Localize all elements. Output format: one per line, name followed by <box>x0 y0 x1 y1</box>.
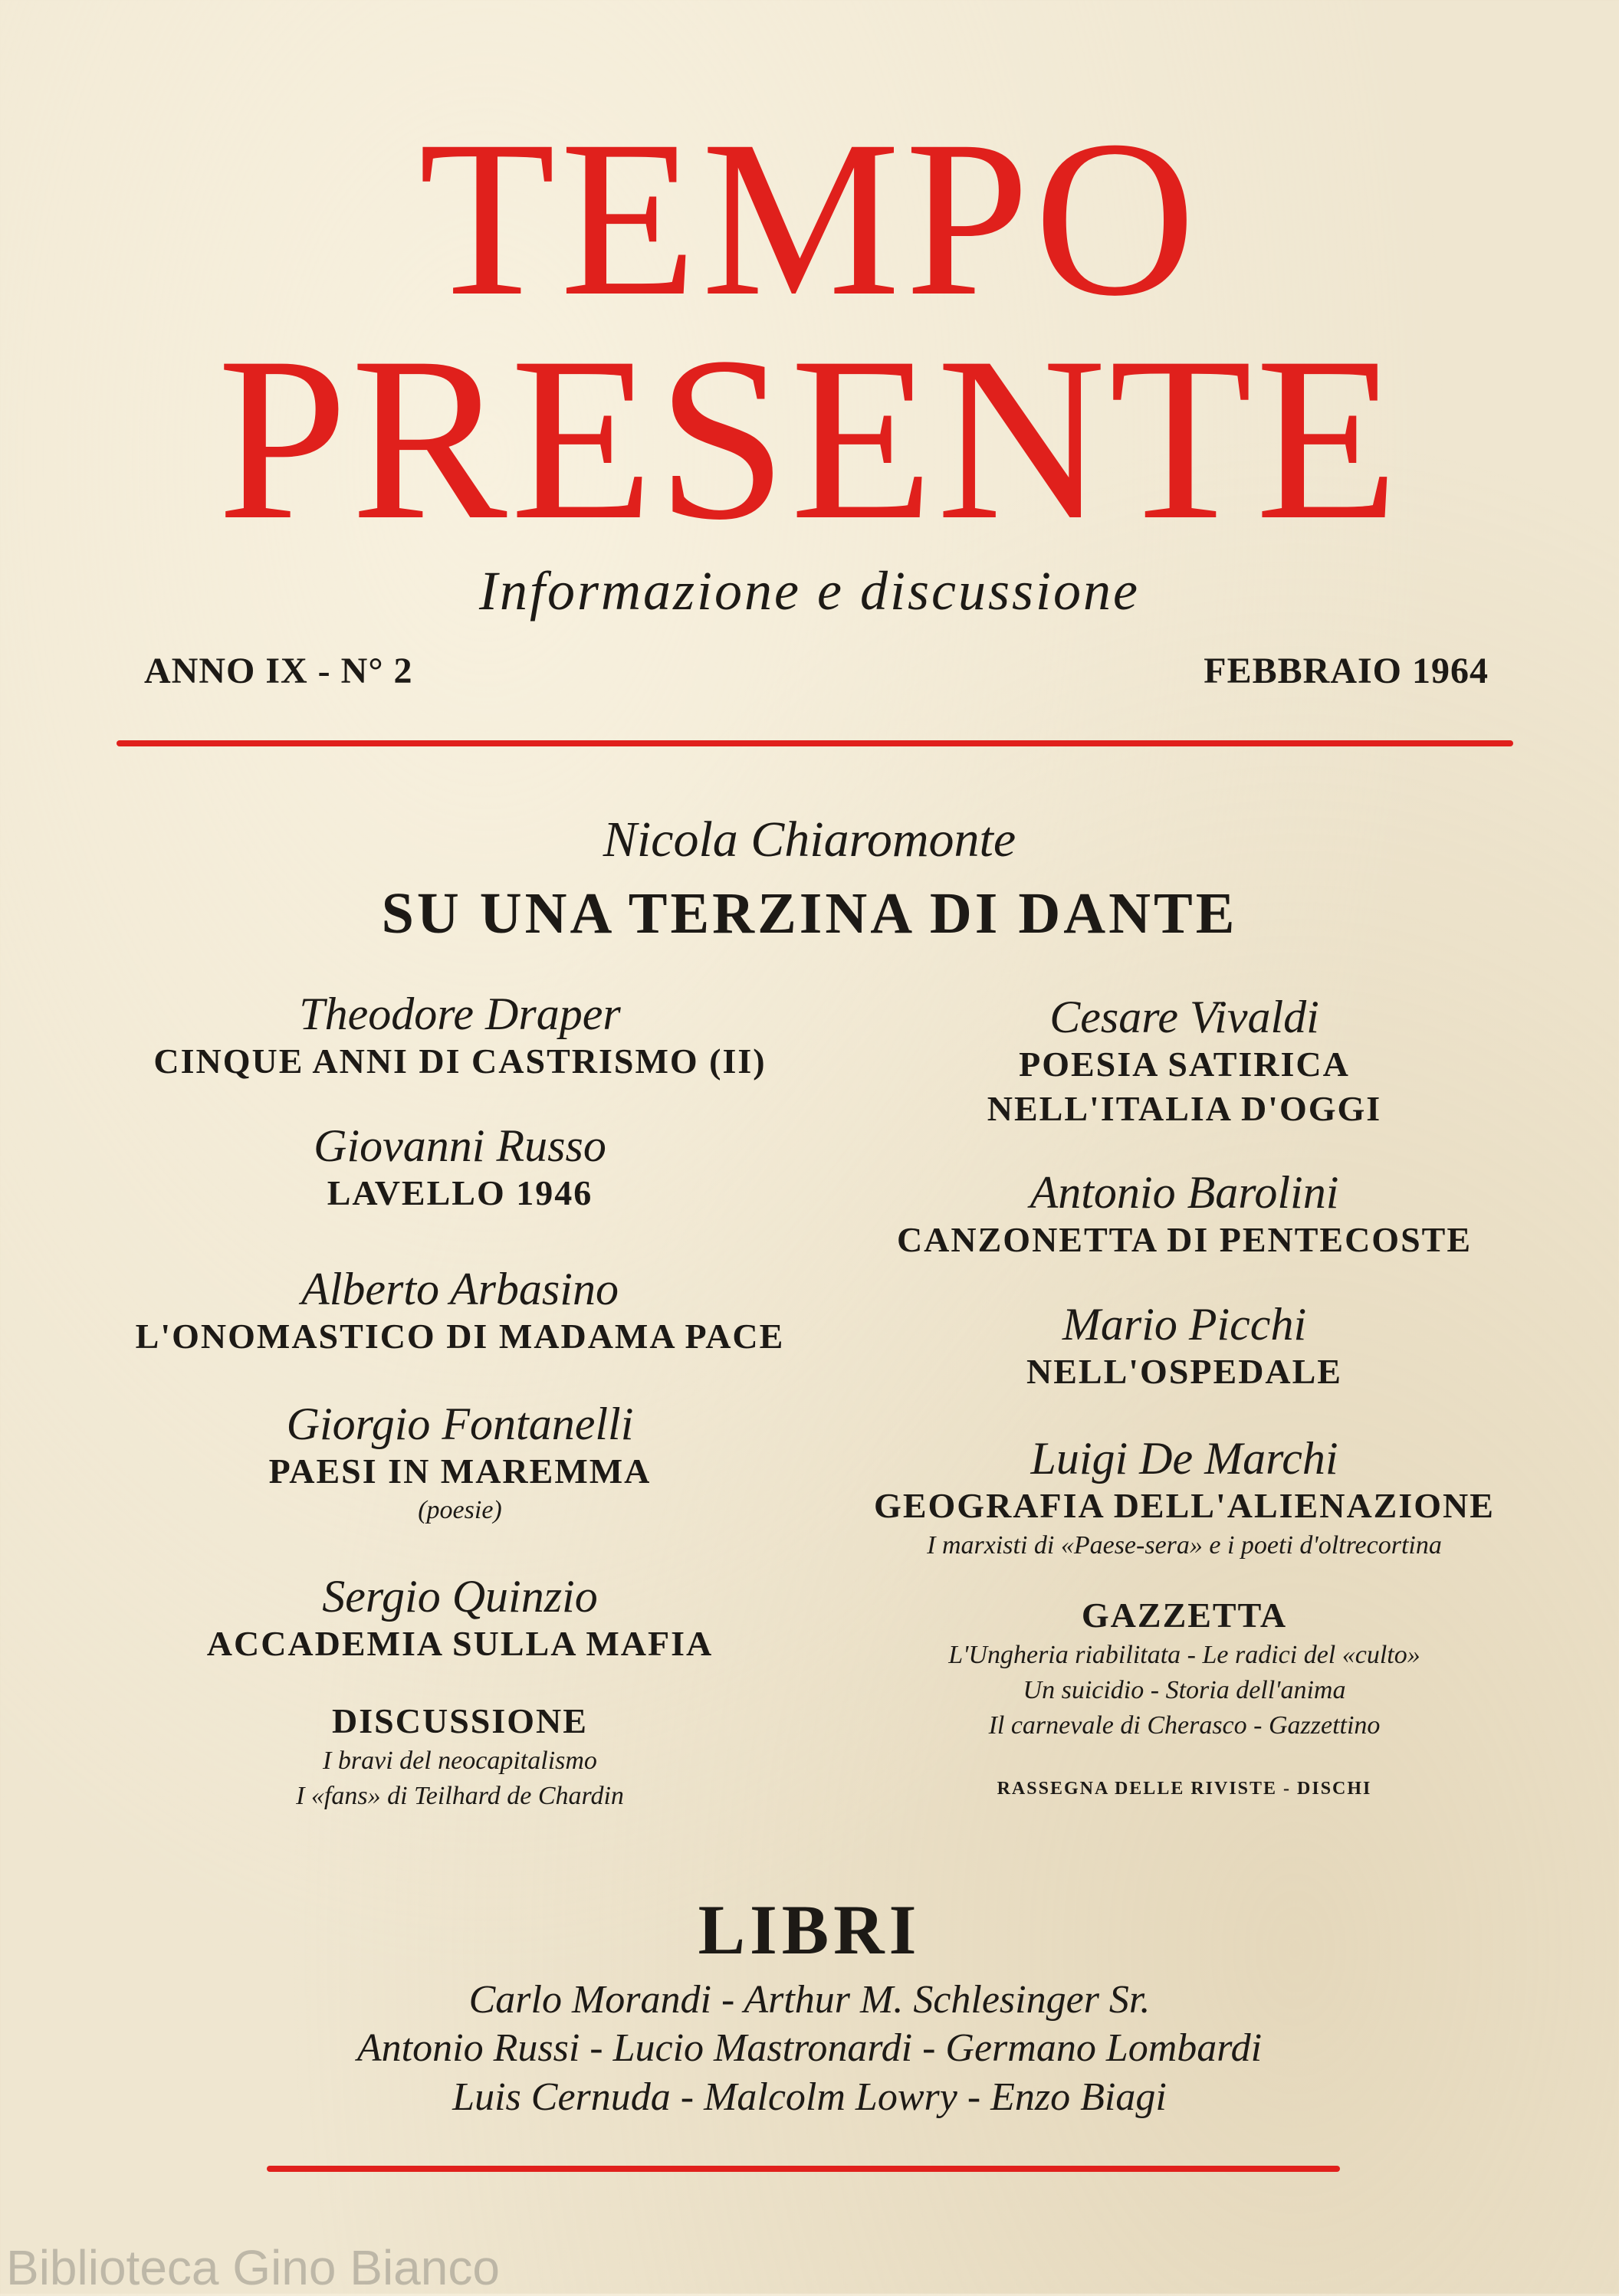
gazzetta-heading: GAZZETTA <box>1081 1596 1288 1635</box>
toc-entry <box>828 1167 1541 1262</box>
entry-author: Luigi De Marchi <box>1030 1433 1338 1484</box>
libri-line: Antonio Russi - Lucio Mastronardi - Germano Lombardi <box>356 2026 1263 2071</box>
entry-author: Giovanni Russo <box>314 1120 606 1171</box>
entry-author: Theodore Draper <box>299 989 621 1039</box>
toc-entry <box>115 989 805 1084</box>
entry-title: NELL'OSPEDALE <box>1026 1351 1342 1391</box>
discussione-item: I bravi del neocapitalismo <box>323 1746 597 1775</box>
libri-authors <box>0 1976 1619 2121</box>
gazzetta-section <box>828 1593 1541 1799</box>
bottom-red-rule <box>267 2166 1340 2172</box>
gazzetta-item: Un suicidio - Storia dell'anima <box>1023 1675 1346 1704</box>
entry-author: Antonio Barolini <box>1030 1167 1339 1218</box>
libri-line: Luis Cernuda - Malcolm Lowry - Enzo Biagi <box>452 2075 1167 2119</box>
toc-entry <box>828 1299 1541 1394</box>
masthead-presente: PRESENTE <box>217 309 1402 569</box>
tagline: Informazione e discussione <box>479 560 1140 622</box>
entry-note: I marxisti di «Paese-sera» e i poeti d'oltrecortina <box>927 1530 1442 1560</box>
discussione-item: I «fans» di Teilhard de Chardin <box>296 1781 624 1810</box>
lead-title: SU UNA TERZINA DI DANTE <box>381 881 1238 946</box>
entry-title: GEOGRAFIA DELL'ALIENAZIONE <box>874 1486 1495 1525</box>
toc-entry <box>115 1264 805 1359</box>
entry-author: Alberto Arbasino <box>301 1264 619 1314</box>
masthead-tempo: TEMPO <box>419 95 1200 343</box>
library-watermark: Biblioteca Gino Bianco <box>6 2240 500 2295</box>
entry-author: Sergio Quinzio <box>322 1570 598 1622</box>
issue-number: ANNO IX - N° 2 <box>144 651 413 691</box>
discussione-section <box>115 1699 805 1813</box>
issue-date: FEBBRAIO 1964 <box>1204 651 1489 691</box>
toc-entry <box>115 1399 805 1528</box>
toc-entry <box>115 1120 805 1215</box>
entry-title: ACCADEMIA SULLA MAFIA <box>206 1623 714 1663</box>
entry-author: Mario Picchi <box>1062 1298 1307 1350</box>
left-column <box>115 989 805 1814</box>
entry-author: Giorgio Fontanelli <box>286 1398 634 1449</box>
libri-heading: LIBRI <box>698 1891 921 1969</box>
entry-author: Cesare Vivaldi <box>1049 992 1319 1042</box>
toc-entry <box>828 1433 1541 1563</box>
entry-title: CINQUE ANNI DI CASTRISMO (II) <box>153 1041 767 1081</box>
toc-entry <box>828 992 1541 1130</box>
entry-title: NELL'ITALIA D'OGGI <box>987 1088 1382 1128</box>
right-column <box>828 989 1541 1799</box>
top-red-rule <box>117 740 1513 746</box>
entry-title: POESIA SATIRICA <box>1019 1045 1350 1084</box>
entry-title: LAVELLO 1946 <box>327 1173 593 1212</box>
lead-author: Nicola Chiaromonte <box>603 812 1016 868</box>
discussione-heading: DISCUSSIONE <box>332 1701 588 1741</box>
libri-line: Carlo Morandi - Arthur M. Schlesinger Sr. <box>468 1978 1151 2022</box>
gazzetta-item: L'Ungheria riabilitata - Le radici del «culto» <box>948 1640 1420 1669</box>
entry-note: (poesie) <box>418 1496 502 1524</box>
toc-entry <box>115 1571 805 1666</box>
entry-title: L'ONOMASTICO DI MADAMA PACE <box>135 1317 785 1356</box>
entry-title: PAESI IN MAREMMA <box>268 1451 652 1491</box>
gazzetta-footer: RASSEGNA DELLE RIVISTE - DISCHI <box>997 1778 1372 1799</box>
entry-title: CANZONETTA DI PENTECOSTE <box>896 1220 1473 1259</box>
gazzetta-item: Il carnevale di Cherasco - Gazzettino <box>988 1711 1381 1740</box>
